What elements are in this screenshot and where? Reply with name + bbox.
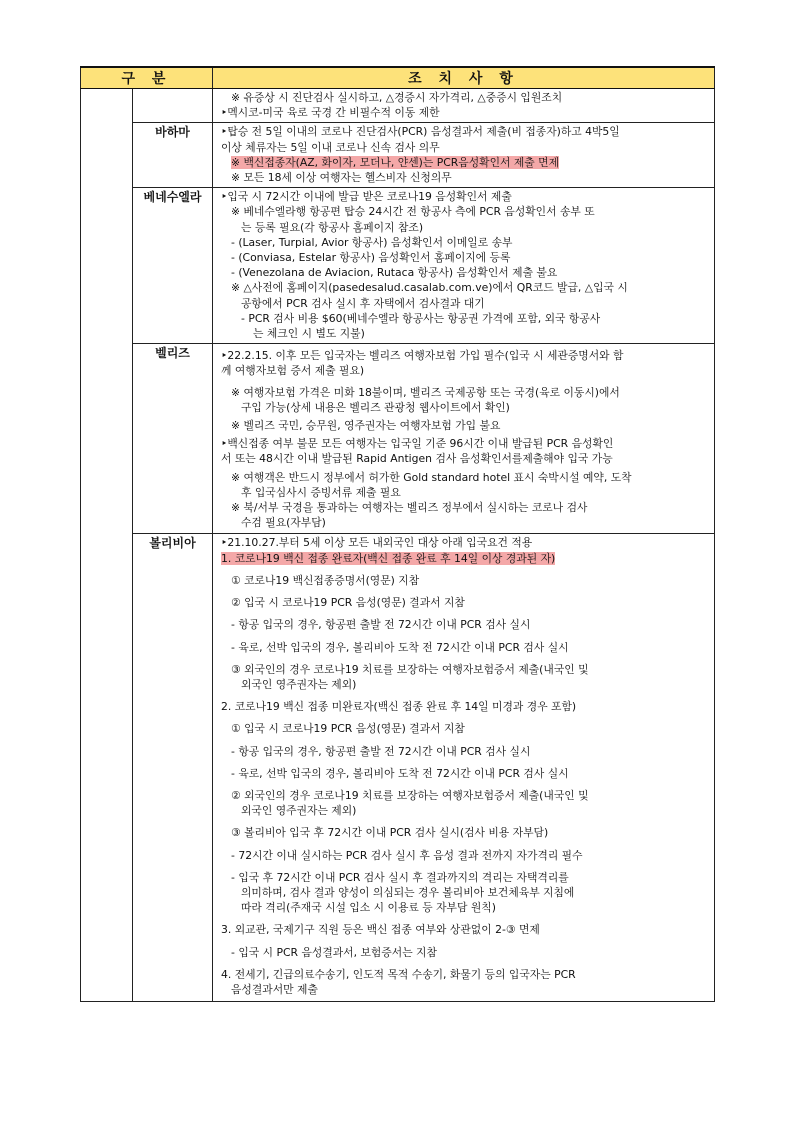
measure-line: 음성결과서만 제출 [231, 982, 318, 996]
region-cell [81, 89, 133, 1002]
measures-cell [213, 89, 715, 123]
measure-line: 구입 가능(상세 내용은 벨리즈 관광청 웹사이트에서 확인) [241, 400, 510, 414]
measure-line: 공항에서 PCR 검사 실시 후 자택에서 검사결과 대기 [241, 296, 485, 310]
measure-line: ※ 여행객은 반드시 정부에서 허가한 Gold standard hotel 표시 숙박시설 예약, 도착 [231, 470, 632, 484]
measures-cell [213, 344, 715, 534]
measure-line: ※ △사전에 홈페이지(pasedesalud.casalab.com.ve)에서 QR코드 발급, △입국 시 [231, 281, 628, 295]
highlighted-measure: ※ 백신접종자(AZ, 화이자, 모더나, 얀센)는 PCR음성확인서 제출 면제 [231, 155, 560, 169]
table-header-row [81, 67, 715, 89]
measure-line: 외국인 영주권자는 제외) [241, 804, 357, 818]
measure-line: - 항공 입국의 경우, 항공편 출발 전 72시간 이내 PCR 검사 실시 [231, 618, 531, 632]
measure-line: ※ 유증상 시 진단검사 실시하고, △경증시 자가격리, △중증시 입원조치 [231, 91, 563, 104]
measure-line: ※ 벨리즈 국민, 승무원, 영주권자는 여행자보험 가입 불요 [231, 419, 501, 433]
country-cell [133, 89, 213, 123]
measure-line: ‣입국 시 72시간 이내에 발급 받은 코로나19 음성확인서 제출 [221, 190, 512, 204]
measure-line: - (Venezolana de Aviacion, Rutaca 항공사) 음성확인서 제출 불요 [231, 266, 558, 280]
highlighted-measure: 1. 코로나19 백신 접종 완료자(백신 접종 완료 후 14일 이상 경과된 자) [221, 551, 556, 565]
measure-line: ② 외국인의 경우 코로나19 치료를 보장하는 여행자보험증서 제출(내국인 및 [231, 788, 589, 802]
measure-line: 3. 외교관, 국제기구 직원 등은 백신 접종 여부와 상관없이 2-③ 면제 [221, 923, 540, 937]
measure-line: ‣멕시코-미국 육로 국경 간 비필수적 이동 제한 [221, 106, 440, 120]
measure-line: ※ 여행자보험 가격은 미화 18불이며, 벨리즈 국제공항 또는 국경(육로 이동시)에서 [231, 385, 620, 399]
measure-line: 4. 전세기, 긴급의료수송기, 인도적 목적 수송기, 화물기 등의 입국자는 PCR [221, 967, 576, 981]
measure-line: - 육로, 선박 입국의 경우, 볼리비아 도착 전 72시간 이내 PCR 검사 실시 [231, 766, 569, 780]
measure-line: - (Laser, Turpial, Avior 항공사) 음성확인서 이메일로 송부 [231, 235, 513, 249]
measure-line: 는 체크인 시 별도 지불) [253, 327, 365, 341]
measure-line: - 72시간 이내 실시하는 PCR 검사 실시 후 음성 결과 전까지 자가격리 필수 [231, 848, 583, 862]
measure-line: - 항공 입국의 경우, 항공편 출발 전 72시간 이내 PCR 검사 실시 [231, 744, 531, 758]
measure-line: 2. 코로나19 백신 접종 미완료자(백신 접종 완료 후 14일 미경과 경우 포함) [221, 700, 577, 714]
table-row [81, 89, 715, 123]
measure-line: ① 입국 시 코로나19 PCR 음성(영문) 결과서 지참 [231, 722, 465, 736]
measure-line: 는 등록 필요(각 항공사 홈페이지 참조) [241, 220, 424, 234]
measure-line: - 입국 시 PCR 음성결과서, 보험증서는 지참 [231, 945, 437, 959]
measure-line: ② 입국 시 코로나19 PCR 음성(영문) 결과서 지참 [231, 596, 465, 610]
measure-line: ‣백신접종 여부 불문 모든 여행자는 입국일 기준 96시간 이내 발급된 PCR 음성확인 [221, 437, 614, 451]
country-cell: 바하마 [133, 123, 213, 188]
measure-line: ‣탑승 전 5일 이내의 코로나 진단검사(PCR) 음성결과서 제출(비 접종자)하고 4박5일 [221, 125, 620, 139]
measure-line: 따라 격리(주재국 시설 입소 시 이용료 등 자부담 원칙) [241, 901, 496, 915]
measures-cell [213, 534, 715, 1002]
measures-cell [213, 188, 715, 344]
measure-line: 의미하며, 검사 결과 양성이 의심되는 경우 볼리비아 보건체육부 지침에 [241, 885, 575, 899]
country-cell: 베네수엘라 [133, 188, 213, 344]
measure-line: 외국인 영주권자는 제외) [241, 677, 357, 691]
measure-line: - 육로, 선박 입국의 경우, 볼리비아 도착 전 72시간 이내 PCR 검사 실시 [231, 640, 569, 654]
measure-line: ※ 베네수엘라행 항공편 탑승 24시간 전 항공사 측에 PCR 음성확인서 송부 또 [231, 205, 595, 219]
measures-table [80, 66, 715, 1002]
table-row [81, 188, 715, 344]
measure-line: ③ 외국인의 경우 코로나19 치료를 보장하는 여행자보험증서 제출(내국인 및 [231, 662, 589, 676]
table-row [81, 534, 715, 1002]
measure-line: 이상 체류자는 5일 이내 코로나 신속 검사 의무 [221, 140, 440, 154]
measure-line: 후 입국심사시 증빙서류 제출 필요 [241, 485, 401, 499]
measure-line: 수검 필요(자부담) [241, 516, 326, 530]
measure-line: - 입국 후 72시간 이내 PCR 검사 실시 후 결과까지의 격리는 자택격리를 [231, 870, 569, 884]
header-measures: 조 치 사 항 [213, 67, 715, 89]
table-row [81, 123, 715, 188]
measure-line: ① 코로나19 백신접종증명서(영문) 지참 [231, 573, 420, 587]
measure-line: ‣22.2.15. 이후 모든 입국자는 벨리즈 여행자보험 가입 필수(입국 시 세관증명서와 함 [221, 349, 624, 363]
measure-line: 께 여행자보험 증서 제출 필요) [221, 364, 365, 378]
header-category: 구 분 [81, 67, 213, 89]
country-cell: 벨리즈 [133, 344, 213, 534]
measures-cell [213, 123, 715, 188]
measure-line: ※ 모든 18세 이상 여행자는 헬스비자 신청의무 [231, 171, 452, 185]
measure-line: ※ 북/서부 국경을 통과하는 여행자는 벨리즈 정부에서 실시하는 코로나 검사 [231, 501, 588, 515]
measure-line: ③ 볼리비아 입국 후 72시간 이내 PCR 검사 실시(검사 비용 자부담) [231, 826, 549, 840]
table-row [81, 344, 715, 534]
measure-line: - (Conviasa, Estelar 항공사) 음성확인서 홈페이지에 등록 [231, 251, 511, 265]
measure-line: - PCR 검사 비용 $60(베네수엘라 항공사는 항공권 가격에 포함, 외국 항공사 [241, 311, 601, 325]
country-cell: 볼리비아 [133, 534, 213, 1002]
measure-line: ‣21.10.27.부터 5세 이상 모든 내외국인 대상 아래 입국요건 적용 [221, 536, 533, 550]
measure-line: 서 또는 48시간 이내 발급된 Rapid Antigen 검사 음성확인서를제출해야 입국 가능 [221, 452, 613, 466]
